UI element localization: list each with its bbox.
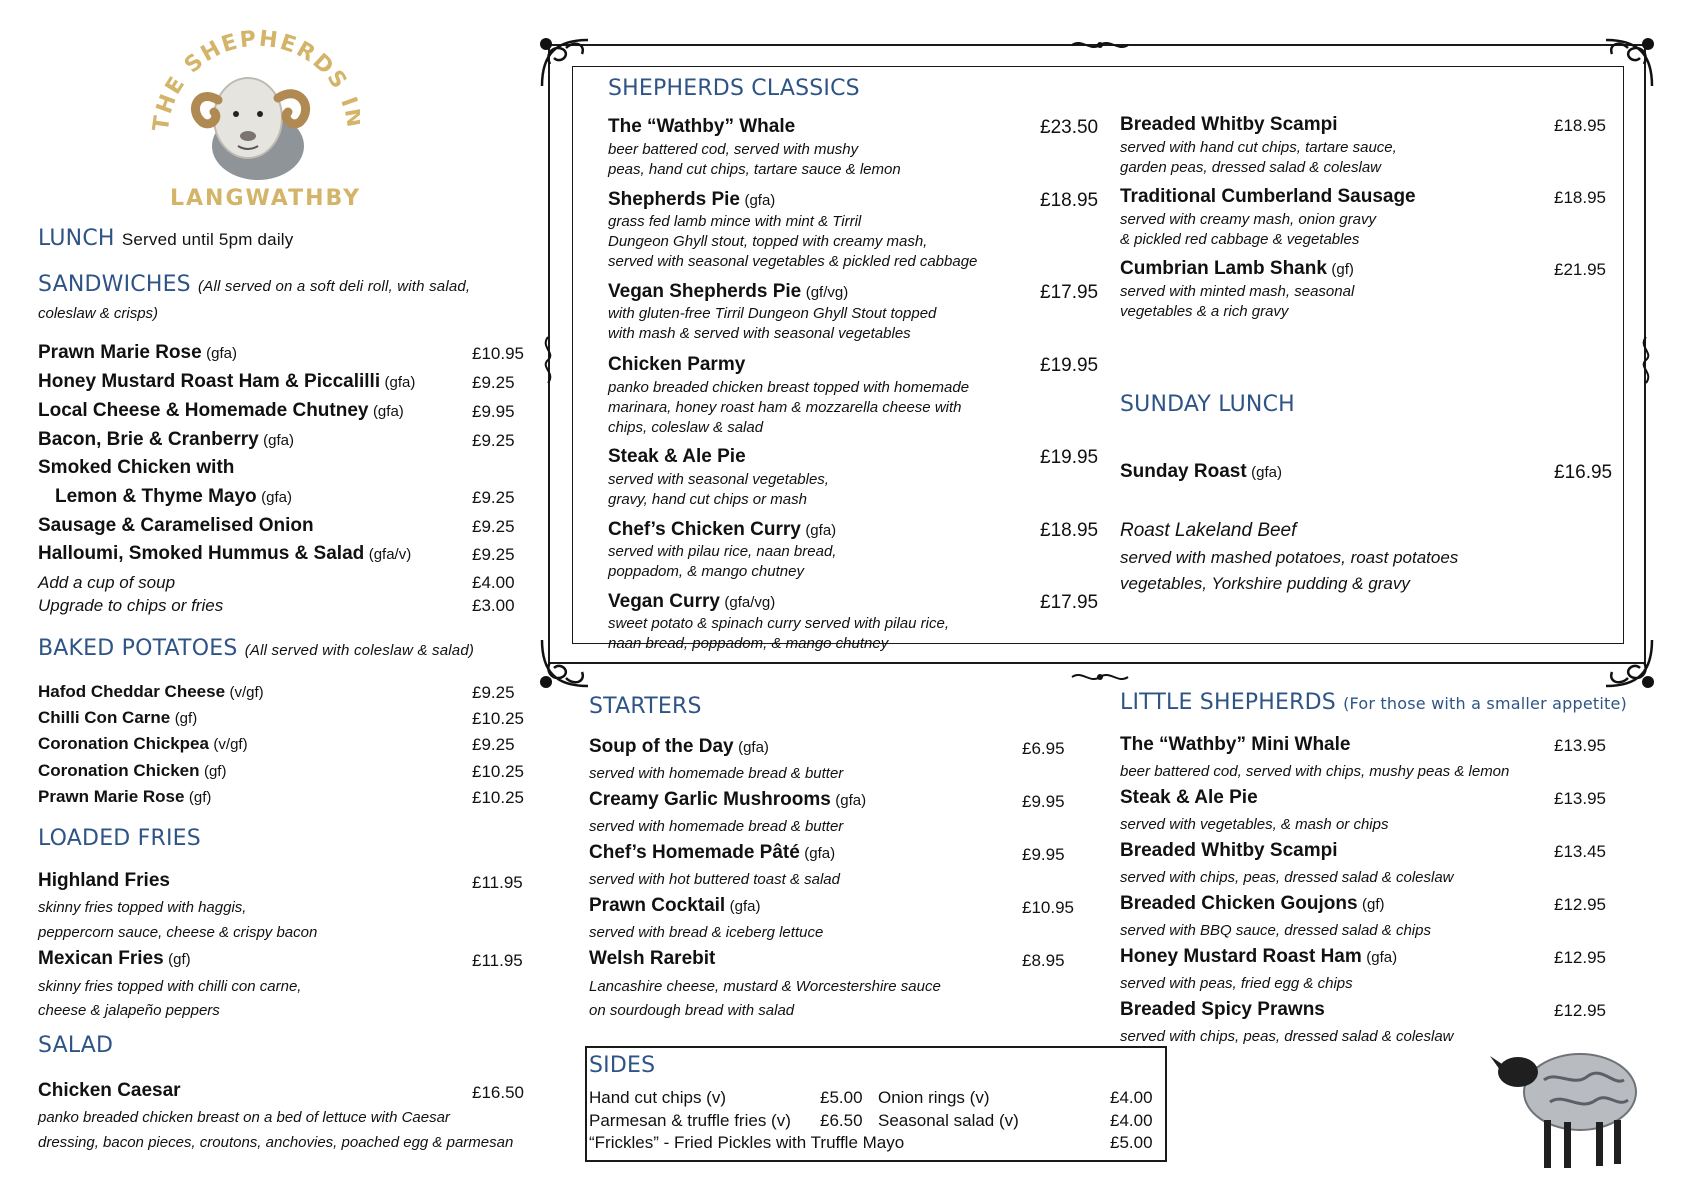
item-price: £11.95 (472, 873, 523, 892)
item-name: Sausage & Caramelised Onion (38, 515, 314, 536)
side-item: Onion rings (v) (878, 1088, 990, 1107)
item-desc: poppadom, & mango chutney (608, 563, 804, 580)
item-price: £9.95 (1022, 845, 1065, 864)
menu-item (38, 1080, 181, 1102)
item-name: Highland Fries (38, 870, 170, 891)
side-item: Parmesan & truffle fries (v) (589, 1111, 791, 1130)
item-desc: skinny fries topped with haggis, (38, 899, 247, 916)
item-desc: served with homemade bread & butter (589, 765, 844, 782)
item-desc: with mash & served with seasonal vegetables (608, 325, 911, 342)
item-price: £12.95 (1554, 1001, 1606, 1020)
item-price: £9.25 (472, 431, 515, 450)
item-price: £18.95 (1040, 520, 1099, 541)
item-price: £4.00 (472, 573, 515, 592)
logo-bottom-text: LANGWATHBY (170, 186, 362, 211)
menu-item (1120, 893, 1385, 915)
item-name: Chicken Parmy (608, 354, 746, 375)
item-name: Sunday Roast (1120, 461, 1247, 482)
item-desc: served with BBQ sauce, dressed salad & chips (1120, 922, 1431, 939)
menu-item (1120, 114, 1338, 136)
side-price: £5.00 (820, 1088, 863, 1107)
item-name: Chilli Con Carne (38, 708, 171, 727)
baked-potatoes-heading (38, 636, 474, 661)
sunday-desc: Roast Lakeland Beef (1120, 520, 1297, 541)
logo (150, 18, 360, 218)
item-price: £12.95 (1554, 895, 1606, 914)
item-tag: (gfa) (835, 792, 867, 809)
item-tag: (gfa) (372, 403, 404, 420)
baked-potatoes-title: BAKED POTATOES (38, 636, 238, 661)
item-tag: (gfa) (261, 489, 292, 506)
item-price: £13.45 (1554, 842, 1606, 861)
menu-item (38, 787, 211, 807)
classics-heading: SHEPHERDS CLASSICS (608, 76, 860, 101)
item-name: Breaded Chicken Goujons (1120, 893, 1358, 914)
item-desc: peas, hand cut chips, tartare sauce & lemon (608, 161, 901, 178)
item-price: £12.95 (1554, 948, 1606, 967)
item-name: Honey Mustard Roast Ham & Piccalilli (38, 371, 381, 392)
menu-item (589, 736, 769, 758)
salad-heading: SALAD (38, 1033, 114, 1058)
item-tag: (gf) (203, 763, 227, 780)
item-desc: served with hand cut chips, tartare sauce, (1120, 139, 1397, 156)
menu-item (38, 543, 411, 565)
item-name: Creamy Garlic Mushrooms (589, 789, 831, 810)
item-name: Soup of the Day (589, 736, 734, 757)
item-desc: grass fed lamb mince with mint & Tirril (608, 213, 862, 230)
menu-item (1120, 258, 1354, 280)
item-tag: (gfa/v) (368, 546, 412, 563)
menu-item (589, 842, 835, 864)
item-price: £9.25 (472, 517, 515, 536)
item-name: Vegan Shepherds Pie (608, 281, 802, 302)
sheep-illustration-icon (1484, 1030, 1654, 1175)
menu-item (1120, 999, 1325, 1021)
ornament-corner-icon (536, 34, 594, 92)
menu-item (38, 870, 170, 892)
item-desc: served with pilau rice, naan bread, (608, 543, 837, 560)
menu-item (38, 400, 404, 422)
item-name: The “Wathby” Mini Whale (1120, 734, 1351, 755)
menu-item (38, 761, 226, 781)
item-desc: panko breaded chicken breast on a bed of lettuce with Caesar (38, 1109, 450, 1126)
item-price: £9.25 (472, 488, 515, 507)
item-desc: Lancashire cheese, mustard & Worcestershire sauce (589, 978, 941, 995)
item-name: Vegan Curry (608, 591, 720, 612)
item-name: Bacon, Brie & Cranberry (38, 429, 259, 450)
item-price: £6.95 (1022, 739, 1065, 758)
item-name: Chef’s Chicken Curry (608, 519, 801, 540)
ornament-corner-icon (1600, 634, 1658, 692)
item-tag: (gfa) (729, 898, 761, 915)
sandwiches-note-2: coleslaw & crisps) (38, 305, 159, 322)
loaded-fries-heading: LOADED FRIES (38, 826, 201, 851)
item-price: £17.95 (1040, 592, 1099, 613)
item-price: £23.50 (1040, 117, 1099, 138)
item-price: £3.00 (472, 596, 515, 615)
item-name: The “Wathby” Whale (608, 116, 796, 137)
menu-item (589, 789, 866, 811)
menu-item (38, 734, 248, 754)
ornament-corner-icon (536, 634, 594, 692)
item-price: £19.95 (1040, 355, 1099, 376)
lunch-heading (38, 226, 293, 251)
item-desc: gravy, hand cut chips or mash (608, 491, 807, 508)
item-tag: (v/gf) (213, 736, 248, 753)
item-desc: & pickled red cabbage & vegetables (1120, 231, 1360, 248)
item-desc: cheese & jalapeño peppers (38, 1002, 220, 1019)
item-desc: served with peas, fried egg & chips (1120, 975, 1353, 992)
ornament-bottom-icon (1070, 670, 1130, 684)
item-desc: with gluten-free Tirril Dungeon Ghyll Stout topped (608, 305, 937, 322)
extra-item: Add a cup of soup (38, 573, 176, 592)
side-item: “Frickles” - Fried Pickles with Truffle Mayo (589, 1133, 905, 1152)
little-shepherds-note: (For those with a smaller appetite) (1343, 694, 1627, 713)
item-tag: (gf) (174, 710, 198, 727)
item-tag: (gf) (1331, 261, 1354, 278)
menu-item (608, 354, 745, 376)
item-price: £9.25 (472, 683, 515, 702)
menu-item (589, 895, 761, 917)
ornament-right-icon (1638, 335, 1654, 385)
item-name: Traditional Cumberland Sausage (1120, 186, 1416, 207)
menu-item (38, 948, 191, 970)
item-price: £13.95 (1554, 789, 1606, 808)
menu-item (38, 342, 237, 364)
item-price: £9.25 (472, 545, 515, 564)
item-name: Halloumi, Smoked Hummus & Salad (38, 543, 365, 564)
menu-item (1120, 787, 1258, 809)
item-name: Steak & Ale Pie (608, 446, 746, 467)
menu-item (608, 281, 848, 303)
item-price: £9.25 (472, 735, 515, 754)
item-tag: (gfa) (1366, 949, 1398, 966)
item-price: £17.95 (1040, 282, 1099, 303)
item-desc: served with seasonal vegetables & pickled red cabbage (608, 253, 978, 270)
item-desc: dressing, bacon pieces, croutons, anchovies, poached egg & parmesan (38, 1134, 514, 1151)
item-tag: (gfa/vg) (724, 594, 776, 611)
item-name: Coronation Chickpea (38, 734, 209, 753)
item-price: £9.95 (1022, 792, 1065, 811)
menu-item (608, 189, 775, 211)
item-price: £10.95 (1022, 898, 1074, 917)
item-name: Coronation Chicken (38, 761, 200, 780)
item-name: Shepherds Pie (608, 189, 740, 210)
item-desc: panko breaded chicken breast topped with homemade (608, 379, 970, 396)
item-desc: Dungeon Ghyll stout, topped with creamy mash, (608, 233, 928, 250)
item-price: £18.95 (1040, 190, 1099, 211)
item-price: £9.25 (472, 373, 515, 392)
item-desc: served with chips, peas, dressed salad & coleslaw (1120, 1028, 1454, 1045)
lunch-title: LUNCH (38, 226, 115, 251)
item-tag: (gfa) (263, 432, 294, 449)
item-tag: (gf) (1362, 896, 1385, 913)
item-desc: peppercorn sauce, cheese & crispy bacon (38, 924, 318, 941)
menu-item (589, 948, 715, 970)
sunday-desc: served with mashed potatoes, roast potatoes (1120, 548, 1459, 567)
item-tag: (gf) (188, 789, 212, 806)
menu-item (1120, 840, 1338, 862)
item-desc: chips, coleslaw & salad (608, 419, 764, 436)
item-name: Welsh Rarebit (589, 948, 716, 969)
lunch-note: Served until 5pm daily (121, 230, 294, 249)
ornament-corner-icon (1600, 34, 1658, 92)
item-desc: naan bread, poppadom, & mango chutney (608, 635, 889, 652)
item-tag: (gfa) (804, 845, 836, 862)
little-shepherds-heading (1120, 690, 1627, 715)
item-price: £10.95 (472, 344, 524, 363)
side-price: £5.00 (1110, 1133, 1153, 1152)
item-desc: garden peas, dressed salad & coleslaw (1120, 159, 1381, 176)
sunday-desc: vegetables, Yorkshire pudding & gravy (1120, 574, 1410, 593)
item-tag: (gfa) (744, 192, 776, 209)
item-price: £11.95 (472, 951, 523, 970)
item-name: Honey Mustard Roast Ham (1120, 946, 1362, 967)
menu-item (608, 519, 836, 541)
menu-item (1120, 734, 1350, 756)
menu-item (38, 429, 294, 451)
item-tag: (gfa) (805, 522, 837, 539)
side-price: £4.00 (1110, 1111, 1153, 1130)
item-desc: sweet potato & spinach curry served with pilau rice, (608, 615, 949, 632)
item-name: Hafod Cheddar Cheese (38, 682, 226, 701)
item-tag: (gfa) (384, 374, 416, 391)
item-price: £10.25 (472, 788, 524, 807)
item-tag: (gfa) (738, 739, 769, 756)
item-desc: skinny fries topped with chilli con carne, (38, 978, 302, 995)
little-shepherds-title: LITTLE SHEPHERDS (1120, 690, 1336, 715)
item-tag: (gfa) (206, 345, 237, 362)
menu-item (608, 446, 746, 468)
item-name: Smoked Chicken with (38, 457, 235, 478)
menu-item (608, 116, 795, 138)
item-price: £21.95 (1554, 260, 1606, 279)
item-desc: served with vegetables, & mash or chips (1120, 816, 1389, 833)
item-price: £18.95 (1554, 116, 1606, 135)
menu-item (1120, 186, 1416, 208)
item-name: Breaded Whitby Scampi (1120, 114, 1338, 135)
menu-item (38, 515, 314, 537)
item-name: Breaded Whitby Scampi (1120, 840, 1338, 861)
menu-item (608, 591, 775, 613)
item-price: £9.95 (472, 402, 515, 421)
item-price: £16.50 (472, 1083, 524, 1102)
item-desc: beer battered cod, served with chips, mushy peas & lemon (1120, 763, 1510, 780)
menu-item (38, 708, 197, 728)
item-desc: on sourdough bread with salad (589, 1002, 795, 1019)
item-tag: (gf) (168, 951, 191, 968)
item-name: Cumbrian Lamb Shank (1120, 258, 1327, 279)
side-item: Hand cut chips (v) (589, 1088, 726, 1107)
baked-potatoes-note: (All served with coleslaw & salad) (244, 642, 475, 659)
item-desc: served with chips, peas, dressed salad & coleslaw (1120, 869, 1454, 886)
item-name: Chicken Caesar (38, 1080, 181, 1101)
item-desc: served with homemade bread & butter (589, 818, 844, 835)
sandwiches-note-1: (All served on a soft deli roll, with salad, (198, 278, 471, 295)
item-desc: served with seasonal vegetables, (608, 471, 829, 488)
item-price: £16.95 (1554, 462, 1613, 483)
item-desc: served with minted mash, seasonal (1120, 283, 1355, 300)
menu-item (38, 457, 234, 479)
menu-item (1120, 461, 1282, 483)
item-tag: (v/gf) (229, 684, 264, 701)
extra-item: Upgrade to chips or fries (38, 596, 224, 615)
item-name: Prawn Cocktail (589, 895, 726, 916)
menu-item (38, 371, 415, 393)
item-desc: served with hot buttered toast & salad (589, 871, 840, 888)
item-name: Steak & Ale Pie (1120, 787, 1258, 808)
item-tag: (gf/vg) (805, 284, 849, 301)
side-item: Seasonal salad (v) (878, 1111, 1019, 1130)
side-price: £4.00 (1110, 1088, 1153, 1107)
item-price: £13.95 (1554, 736, 1606, 755)
item-name: Chef’s Homemade Pâté (589, 842, 800, 863)
item-desc: beer battered cod, served with mushy (608, 141, 859, 158)
item-desc: served with creamy mash, onion gravy (1120, 211, 1376, 228)
item-price: £18.95 (1554, 188, 1606, 207)
sunday-lunch-heading: SUNDAY LUNCH (1120, 392, 1295, 417)
item-name: Breaded Spicy Prawns (1120, 999, 1325, 1020)
logo-arc-text: THE SHEPHERDS I (150, 26, 360, 133)
item-price: £10.25 (472, 762, 524, 781)
menu-item (38, 682, 264, 702)
item-price: £19.95 (1040, 447, 1099, 468)
item-name: Prawn Marie Rose (38, 342, 202, 363)
item-desc: served with bread & iceberg lettuce (589, 924, 824, 941)
item-tag: (gfa) (1251, 464, 1282, 481)
side-price: £6.50 (820, 1111, 863, 1130)
item-name: Local Cheese & Homemade Chutney (38, 400, 369, 421)
sandwiches-heading (38, 272, 470, 297)
sides-heading: SIDES (589, 1053, 656, 1078)
menu-item (1120, 946, 1397, 968)
item-name: Lemon & Thyme Mayo (55, 486, 257, 507)
item-price: £10.25 (472, 709, 524, 728)
item-desc: vegetables & a rich gravy (1120, 303, 1289, 320)
item-name: Prawn Marie Rose (38, 787, 185, 806)
item-price: £8.95 (1022, 951, 1065, 970)
starters-heading: STARTERS (589, 694, 702, 719)
ornament-left-icon (540, 335, 556, 385)
menu-item (55, 486, 292, 508)
item-desc: marinara, honey roast ham & mozzarella cheese with (608, 399, 962, 416)
ornament-top-icon (1070, 38, 1130, 52)
item-name: Mexican Fries (38, 948, 164, 969)
sandwiches-title: SANDWICHES (38, 272, 191, 297)
